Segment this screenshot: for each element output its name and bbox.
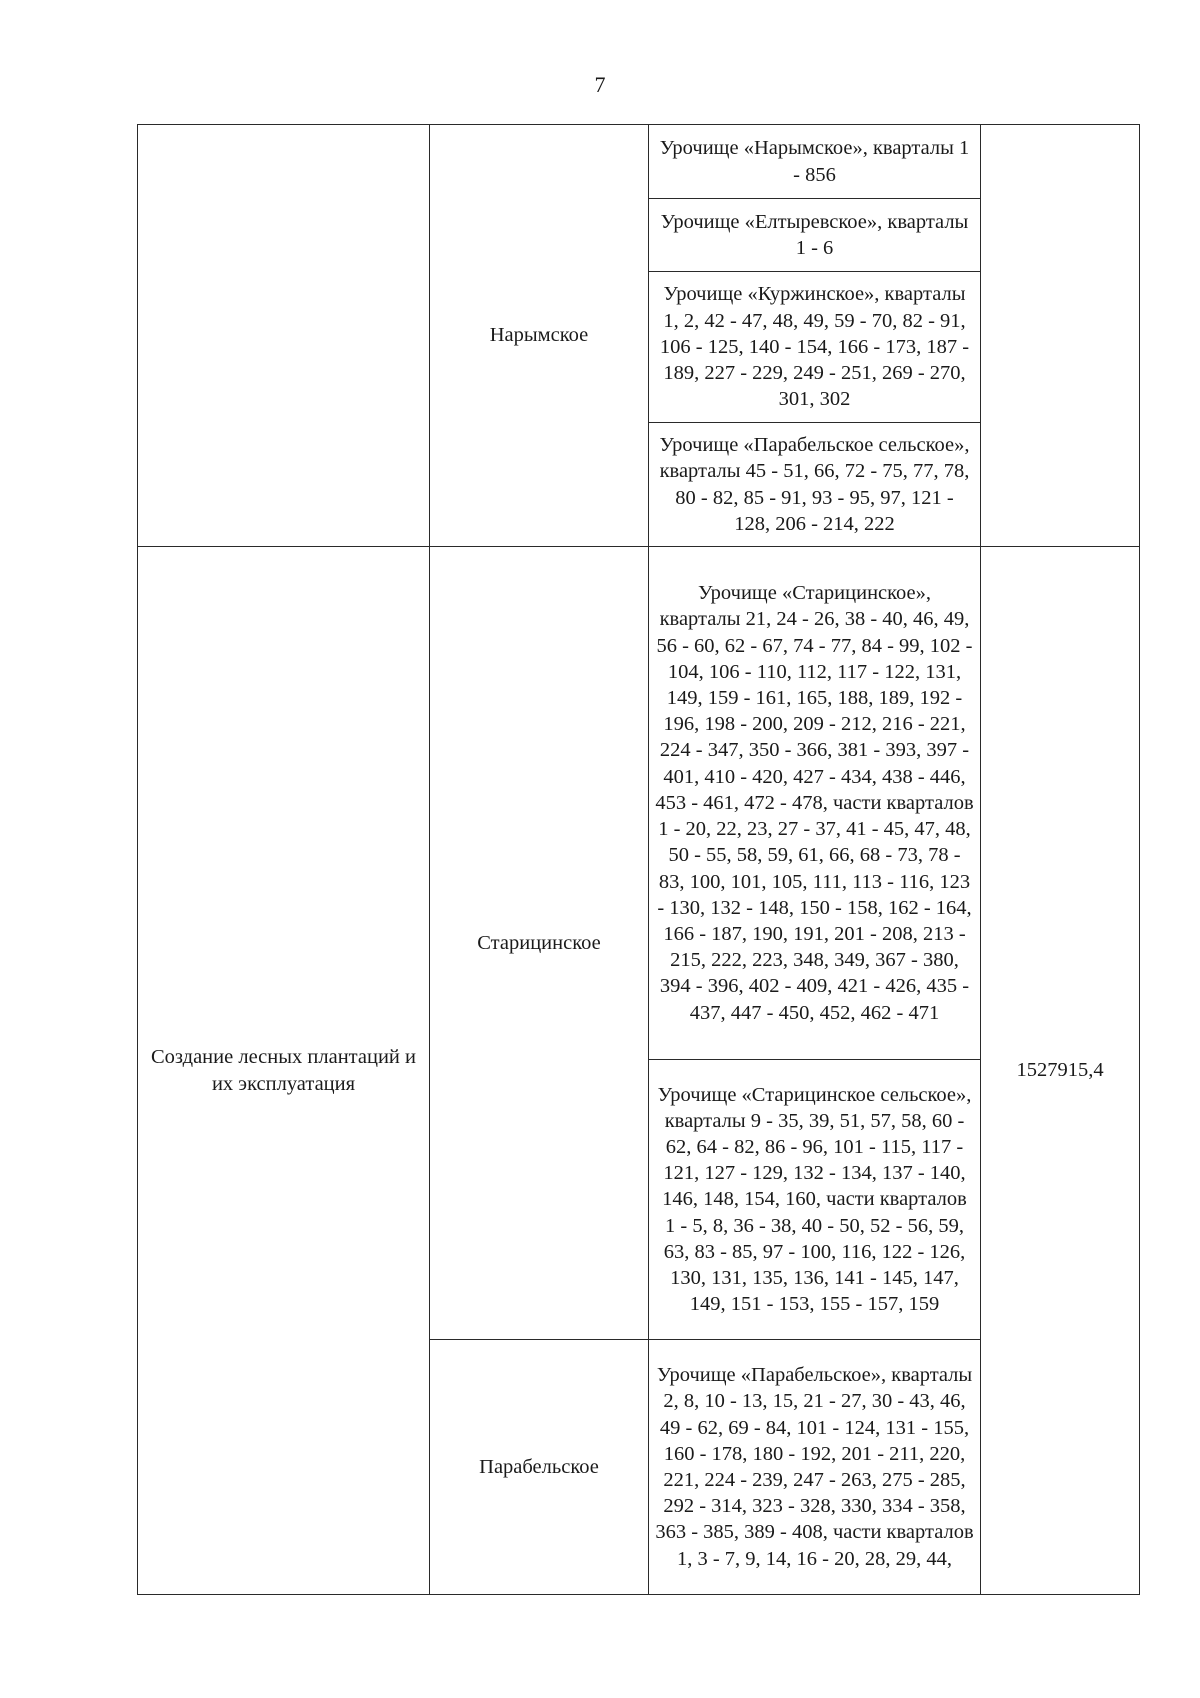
page-number: 7 — [594, 72, 606, 97]
tract-cell-narym-3: Урочище «Куржинское», кварталы 1, 2, 42 - 47, 48, 49, 59 - 70, 82 - 91, 106 - 125, 140 - 154, 166 - 173, 187 - 189, 227 - 229, 249 - 251, 269 - 270, 301, 302 — [649, 272, 981, 423]
tract-cell-staritsino-2: Урочище «Старицинское сельское», кварталы 9 - 35, 39, 51, 57, 58, 60 - 62, 64 - 82, 86 - 96, 101 - 115, 117 - 121, 127 - 129, 132 - 134, 137 - 140, 146, 148, 154, 160, части кварталов 1 - 5, 8, 36 - 38, 40 - 50, 52 - 56, 59, 63, 83 - 85, 97 - 100, 116, 122 - 126, 130, 131, 135, 136, 141 - 145, 147, 149, 151 - 153, 155 - 157, 159 — [649, 1060, 981, 1340]
amount-cell — [981, 547, 1140, 1595]
tract-cell-narym-4: Урочище «Парабельское сельское», кварталы 45 - 51, 66, 72 - 75, 77, 78, 80 - 82, 85 - 91, 93 - 95, 97, 121 - 128, 206 - 214, 222 — [649, 423, 981, 547]
tract-cell-parabel-1: Урочище «Парабельское», кварталы 2, 8, 10 - 13, 15, 21 - 27, 30 - 43, 46, 49 - 62, 69 - 84, 101 - 124, 131 - 155, 160 - 178, 180 - 192, 201 - 211, 220, 221, 224 - 239, 247 - 263, 275 - 285, 292 - 314, 323 - 328, 330, 334 - 358, 363 - 385, 389 - 408, части кварталов 1, 3 - 7, 9, 14, 16 - 20, 28, 29, 44, — [649, 1340, 981, 1595]
forestry-cell-narym: Нарымское — [430, 125, 649, 547]
amount-cell-empty — [981, 125, 1140, 547]
tract-cell-narym-2: Урочище «Елтыревское», кварталы 1 - 6 — [649, 199, 981, 272]
lease-areas-table — [137, 124, 1140, 1595]
tract-cell-staritsino-1: Урочище «Старицинское», кварталы 21, 24 - 26, 38 - 40, 46, 49, 56 - 60, 62 - 67, 74 - 77, 84 - 99, 102 - 104, 106 - 110, 112, 117 - 122, 131, 149, 159 - 161, 165, 188, 189, 192 - 196, 198 - 200, 209 - 212, 216 - 221, 224 - 347, 350 - 366, 381 - 393, 397 - 401, 410 - 420, 427 - 434, 438 - 446, 453 - 461, 472 - 478, части кварталов 1 - 20, 22, 23, 27 - 37, 41 - 45, 47, 48, 50 - 55, 58, 59, 61, 66, 68 - 73, 78 - 83, 100, 101, 105, 111, 113 - 116, 123 - 130, 132 - 148, 150 - 158, 162 - 164, 166 - 187, 190, 191, 201 - 208, 213 - 215, 222, 223, 348, 349, 367 - 380, 394 - 396, 402 - 409, 421 - 426, 435 - 437, 447 - 450, 452, 462 - 471 — [649, 547, 981, 1060]
tract-cell-narym-1: Урочище «Нарымское», кварталы 1 - 856 — [649, 125, 981, 199]
activity-cell: Создание лесных плантаций и их эксплуатация — [138, 547, 430, 1595]
activity-cell-empty — [138, 125, 430, 547]
forestry-cell-parabel: Парабельское — [430, 1340, 649, 1595]
amount-value: 1527915,4 — [1016, 1059, 1104, 1082]
table-row — [138, 125, 1140, 199]
table-row — [138, 547, 1140, 1060]
forestry-cell-staritsino: Старицинское — [430, 547, 649, 1340]
